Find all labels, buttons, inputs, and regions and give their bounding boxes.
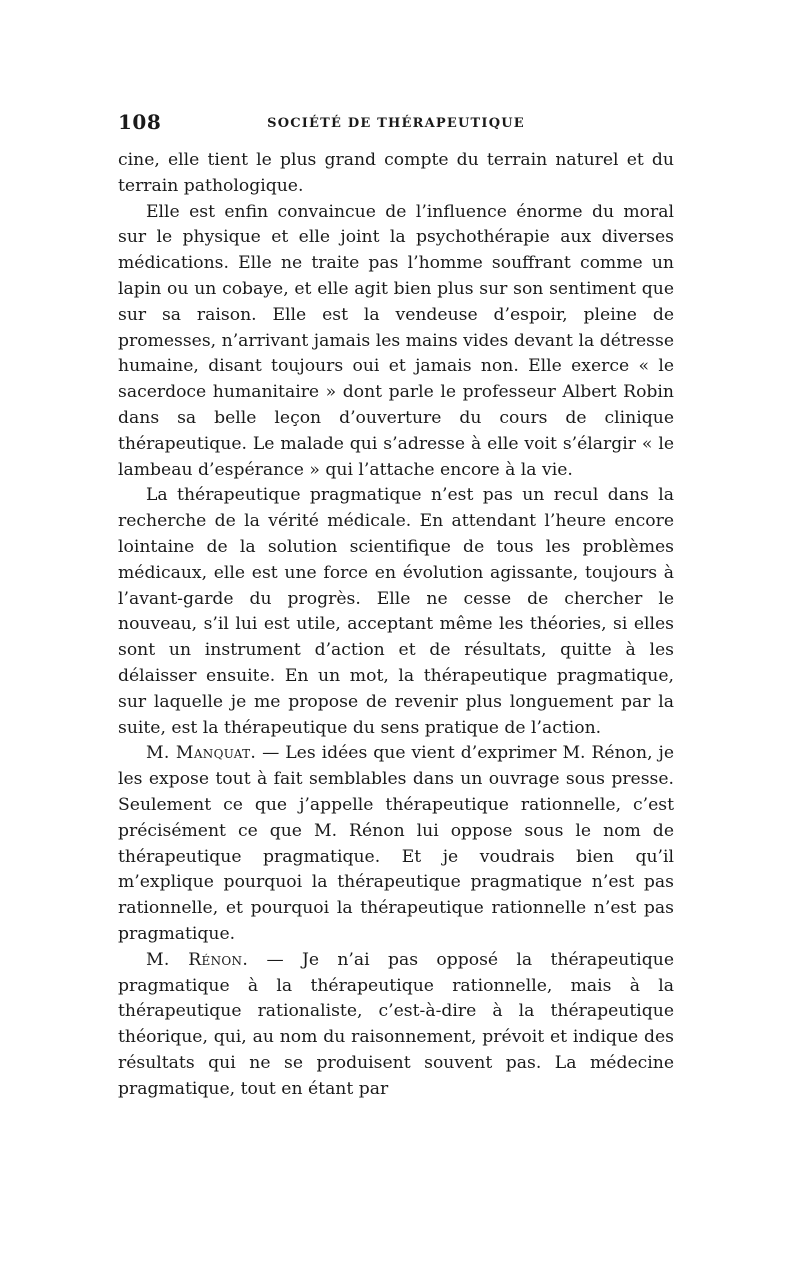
body-text <box>118 148 674 1102</box>
paragraph-text: cine, elle tient le plus grand compte du terrain naturel et du terrain pathologique. <box>118 150 674 196</box>
paragraph-manquat-remark <box>118 741 674 947</box>
page-number: 108 <box>118 110 162 134</box>
book-page <box>118 110 674 1102</box>
running-head <box>118 110 674 140</box>
paragraph-text: — Les idées que vient d’exprimer M. Rénon, je les expose tout à fait semblables dans un ouvrage sous presse. Seulement ce que j’appelle thérapeutique rationnelle, c’est précisément ce que M. Rénon lui oppose sous le nom de thérapeutique pragmatique. Et je voudrais bien qu’il m’explique pourquoi la thérapeutique pragmatique n’est pas rationnelle, et pourquoi la thérapeutique rationnelle n’est pas pragmatique. <box>118 743 674 944</box>
speaker-name: M. Manquat. <box>146 743 257 764</box>
paragraph-moral-influence <box>118 200 674 484</box>
paragraph-continuation <box>118 148 674 200</box>
paragraph-text: La thérapeutique pragmatique n’est pas un recul dans la recherche de la vérité médicale. En attendant l’heure encore lointaine de la solution scientifique de tous les problèmes médicaux, elle est une force en évolution agissante, toujours à l’avant-garde du progrès. Elle ne cesse de chercher le nouveau, s’il lui est utile, acceptant même les théories, si elles sont un instrument d’action et de résultats, quitte à les délaisser ensuite. En un mot, la thérapeutique pragmatique, sur laquelle je me propose de revenir plus longuement par la suite, est la thérapeutique du sens pratique de l’action. <box>118 485 674 738</box>
paragraph-text: — Je n’ai pas opposé la thérapeutique pragmatique à la thérapeutique rationnelle, mais à la thérapeutique rationaliste, c’est-à-dire à la thérapeutique théorique, qui, au nom du raisonnement, prévoit et indique des résultats qui ne se produisent souvent pas. La médecine pragmatique, tout en étant par <box>118 949 674 1099</box>
paragraph-renon-reply <box>118 948 674 1103</box>
paragraph-pragmatic-therapy <box>118 483 674 741</box>
running-title: SOCIÉTÉ DE THÉRAPEUTIQUE <box>267 116 525 131</box>
speaker-name: M. Rénon. <box>146 949 249 970</box>
paragraph-text: Elle est enfin convaincue de l’influence énorme du moral sur le physique et elle joint la psychothérapie aux diverses médications. Elle ne traite pas l’homme souffrant comme un lapin ou un cobaye, et elle agit bien plus sur son sentiment que sur sa raison. Elle est la vendeuse d’espoir, pleine de promesses, n’arrivant jamais les mains vides devant la détresse humaine, disant toujours oui et jamais non. Elle exerce « le sacerdoce humanitaire » dont parle le professeur Albert Robin dans sa belle leçon d’ouverture du cours de clinique thérapeutique. Le malade qui s’adresse à elle voit s’élargir « le lambeau d’espérance » qui l’attache encore à la vie. <box>118 201 674 480</box>
